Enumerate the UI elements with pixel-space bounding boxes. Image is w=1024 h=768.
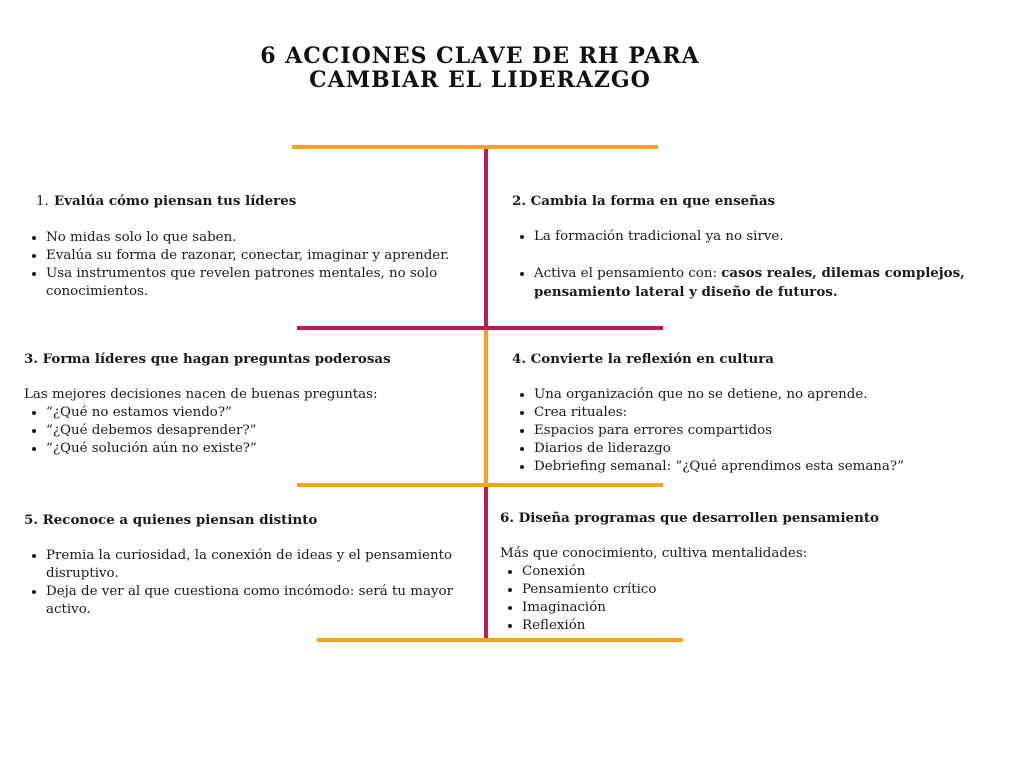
top-orange-line [292, 145, 658, 149]
list-item: • Reflexión [522, 617, 970, 635]
list-item: • Conexión [522, 563, 970, 581]
list-item: • “¿Qué debemos desaprender?” [46, 422, 469, 440]
list-item: • Espacios para errores compartidos [534, 422, 992, 440]
section-5-heading: 5. Reconoce a quienes piensan distinto [24, 512, 318, 528]
list-item: • Usa instrumentos que revelen patrones mentales, no solo conocimientos. [46, 265, 469, 301]
list-item: • “¿Qué solución aún no existe?” [46, 440, 469, 458]
list-item: • No midas solo lo que saben. [46, 229, 469, 247]
section-1-list [24, 229, 469, 301]
section-2 [512, 192, 982, 302]
section-2-heading: 2. Cambia la forma en que enseñas [512, 193, 776, 209]
page-title: 6 ACCIONES CLAVE DE RH PARA CAMBIAR EL LIDERAZGO [260, 43, 700, 93]
list-item: • La formación tradicional ya no sirve. [534, 228, 982, 246]
section-6-heading: 6. Diseña programas que desarrollen pensamiento [500, 510, 879, 526]
bottom-orange-line [317, 638, 683, 642]
list-item-text: Activa el pensamiento con: [534, 266, 722, 281]
section-6 [500, 509, 970, 635]
section-1-title: Evalúa cómo piensan tus líderes [54, 193, 297, 209]
middle-orange-spine [484, 330, 488, 486]
list-item: • Debriefing semanal: “¿Qué aprendimos esta semana?” [534, 458, 992, 476]
section-5-list [24, 547, 464, 619]
section-4-list [512, 386, 992, 476]
list-item: • Diarios de liderazgo [534, 440, 992, 458]
section-6-list [500, 563, 970, 635]
section-1 [24, 192, 469, 301]
list-item-bold-text: casos reales, dilemas complejos, pensamiento lateral y diseño de futuros. [534, 265, 965, 300]
lower-crimson-spine [484, 487, 488, 639]
upper-crimson-line [297, 326, 663, 330]
list-item: • Evalúa su forma de razonar, conectar, imaginar y aprender. [46, 247, 469, 265]
list-item: • Imaginación [522, 599, 970, 617]
section-4-heading: 4. Convierte la reflexión en cultura [512, 351, 774, 367]
list-item: • Deja de ver al que cuestiona como incómodo: será tu mayor activo. [46, 583, 464, 619]
list-item: • Una organización que no se detiene, no aprende. [534, 386, 992, 404]
section-6-intro: Más que conocimiento, cultiva mentalidades: [500, 546, 808, 561]
section-1-number: 1. [36, 194, 49, 209]
list-item: • Pensamiento crítico [522, 581, 970, 599]
middle-orange-line [297, 483, 663, 487]
list-item: • Crea rituales: [534, 404, 992, 422]
list-spacer [534, 246, 982, 264]
section-2-list [512, 228, 982, 302]
section-5 [24, 511, 464, 619]
section-4 [512, 350, 992, 476]
section-1-heading [24, 192, 469, 211]
list-item: • Premia la curiosidad, la conexión de ideas y el pensamiento disruptivo. [46, 547, 464, 583]
list-item: • “¿Qué no estamos viendo?” [46, 404, 469, 422]
section-3-intro: Las mejores decisiones nacen de buenas preguntas: [24, 387, 378, 402]
upper-crimson-spine [484, 149, 488, 329]
section-3-list [24, 404, 469, 458]
list-item [534, 264, 982, 302]
section-3 [24, 350, 469, 458]
section-3-heading: 3. Forma líderes que hagan preguntas poderosas [24, 351, 391, 367]
